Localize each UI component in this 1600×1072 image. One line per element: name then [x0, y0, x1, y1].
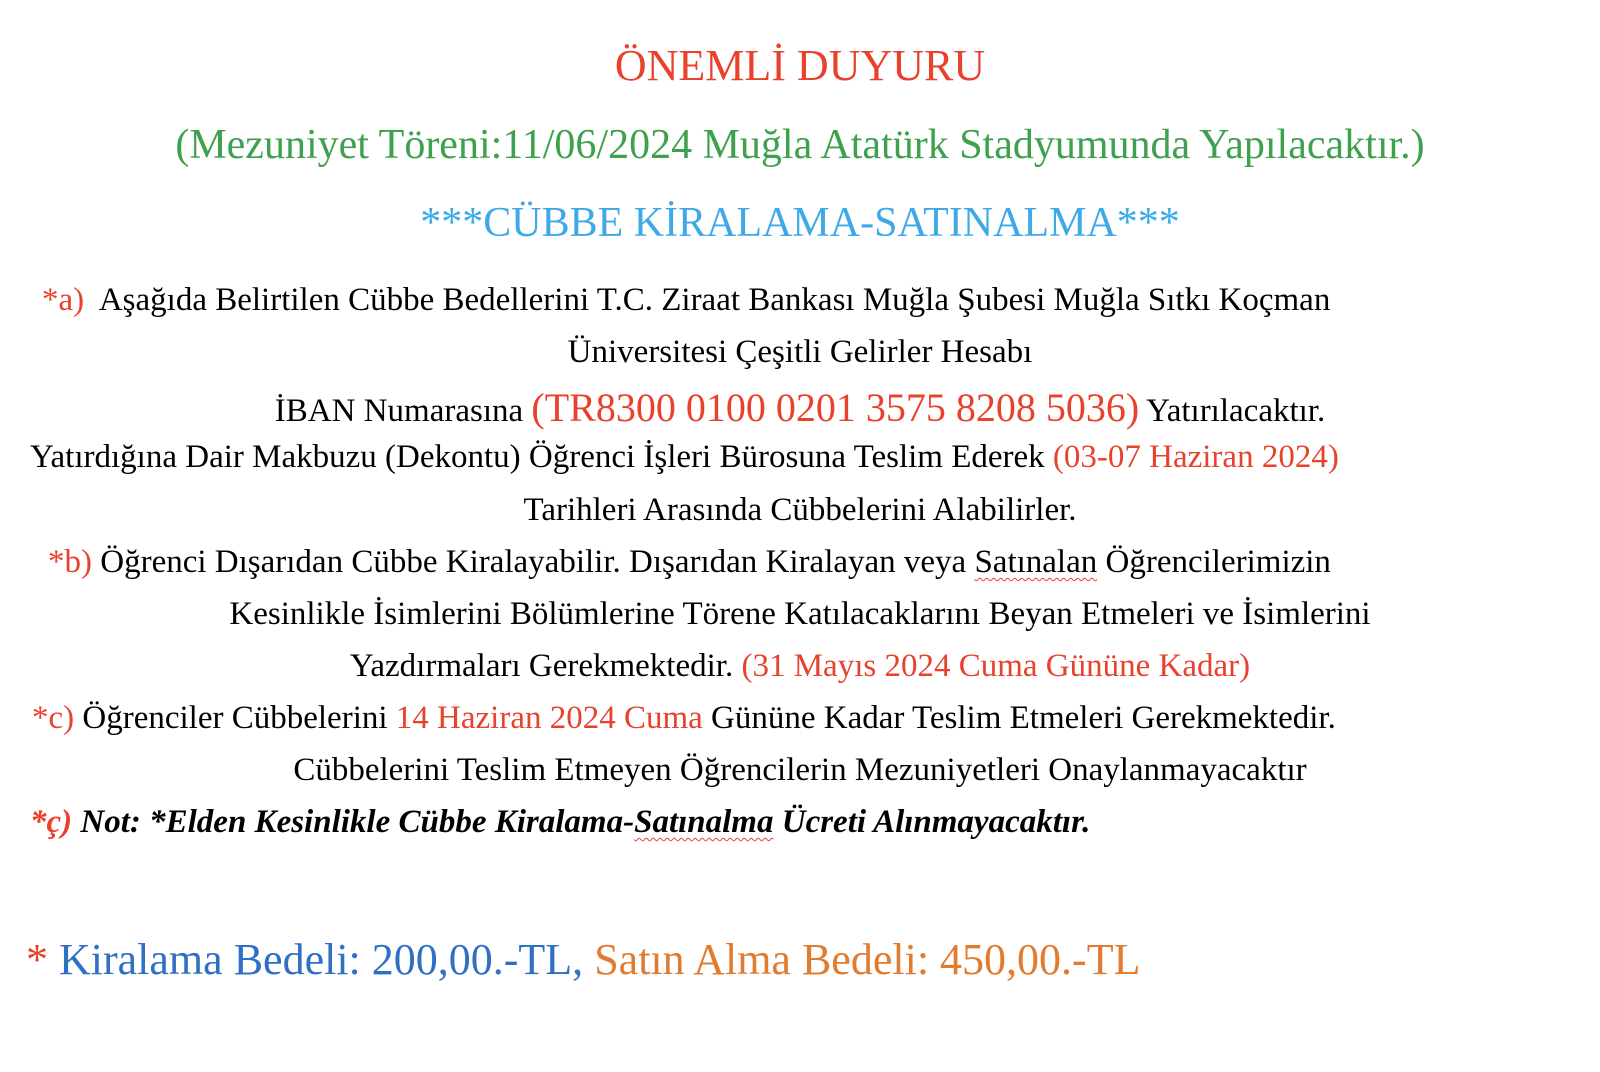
item-b-marker: *b)	[48, 544, 92, 580]
item-a-line-1	[42, 284, 1330, 317]
item-b-text-1a: Öğrenci Dışarıdan Cübbe Kiralayabilir. Dışarıdan Kiralayan veya	[92, 544, 975, 580]
price-line	[26, 935, 1141, 984]
item-b-line-3	[0, 650, 1600, 683]
item-d-text-b: Ücreti Alınmayacaktır.	[773, 804, 1091, 840]
item-b-spellcheck-word: Satınalan	[974, 544, 1098, 580]
iban-prefix: İBAN Numarasına	[274, 393, 532, 429]
iban-number: (TR8300 0100 0201 3575 8208 5036)	[531, 385, 1140, 430]
item-a-text-4: Yatırdığına Dair Makbuzu (Dekontu) Öğrenci İşleri Bürosuna Teslim Ederek	[30, 439, 1053, 475]
item-c-line-1	[32, 702, 1336, 735]
item-c-date: 14 Haziran 2024 Cuma	[395, 700, 703, 736]
item-a-marker: *a)	[42, 282, 85, 318]
item-a-line-4	[30, 441, 1339, 474]
gown-heading: ***CÜBBE KİRALAMA-SATINALMA***	[420, 200, 1180, 246]
item-d-note	[30, 806, 1090, 839]
iban-suffix: Yatırılacaktır.	[1139, 393, 1326, 429]
item-a-iban-line	[0, 385, 1600, 430]
item-a-line-2: Üniversitesi Çeşitli Gelirler Hesabı	[567, 334, 1033, 370]
item-a-line-5: Tarihleri Arasında Cübbelerini Alabilirler.	[523, 492, 1077, 528]
announcement-title: ÖNEMLİ DUYURU	[614, 41, 986, 90]
item-b-line-1	[48, 546, 1331, 579]
price-star: *	[26, 935, 48, 984]
item-b-text-3: Yazdırmaları Gerekmektedir.	[349, 648, 742, 684]
item-c-text-1a: Öğrenciler Cübbelerini	[74, 700, 396, 736]
item-d-marker: *ç)	[30, 804, 73, 840]
ceremony-subtitle: (Mezuniyet Töreni:11/06/2024 Muğla Atatürk Stadyumunda Yapılacaktır.)	[175, 122, 1425, 168]
item-d-text-a: Not: *Elden Kesinlikle Cübbe Kiralama-	[72, 804, 635, 840]
item-a-dates: (03-07 Haziran 2024)	[1052, 439, 1339, 475]
item-b-line-2: Kesinlikle İsimlerini Bölümlerine Törene Katılacaklarını Beyan Etmeleri ve İsimlerini	[229, 596, 1371, 632]
purchase-price: Satın Alma Bedeli: 450,00.-TL	[583, 935, 1141, 984]
item-d-spellcheck-word: Satınalma	[634, 804, 774, 840]
item-c-text-1b: Gününe Kadar Teslim Etmeleri Gerekmektedir.	[702, 700, 1336, 736]
item-b-deadline: (31 Mayıs 2024 Cuma Gününe Kadar)	[741, 648, 1251, 684]
item-c-marker: *c)	[32, 700, 75, 736]
rental-price: Kiralama Bedeli: 200,00.-TL,	[48, 935, 584, 984]
item-c-line-2: Cübbelerini Teslim Etmeyen Öğrencilerin Mezuniyetleri Onaylanmayacaktır	[293, 752, 1307, 788]
item-a-text-1: Aşağıda Belirtilen Cübbe Bedellerini T.C. Ziraat Bankası Muğla Şubesi Muğla Sıtkı Koçman	[98, 282, 1331, 318]
item-b-text-1b: Öğrencilerimizin	[1097, 544, 1331, 580]
